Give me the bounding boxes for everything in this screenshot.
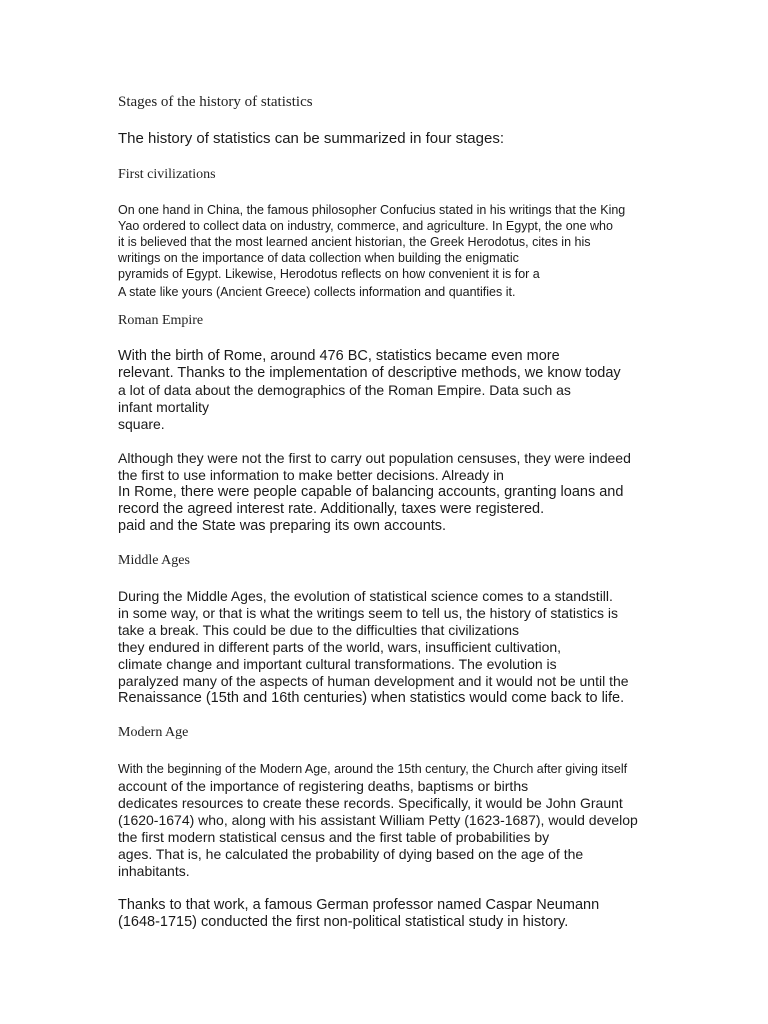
paragraph-line: paralyzed many of the aspects of human development and it would not be until the: [118, 673, 629, 689]
paragraph-line: record the agreed interest rate. Additionally, taxes were registered.: [118, 501, 545, 517]
paragraph-line: climate change and important cultural transformations. The evolution is: [118, 656, 557, 672]
paragraph-line: A state like yours (Ancient Greece) collects information and quantifies it.: [118, 285, 516, 299]
paragraph-line: it is believed that the most learned ancient historian, the Greek Herodotus, cites in his: [118, 235, 591, 249]
paragraph-line: During the Middle Ages, the evolution of statistical science comes to a standstill.: [118, 588, 613, 604]
paragraph-line: writings on the importance of data collection when building the enigmatic: [118, 251, 519, 265]
paragraph-line: Thanks to that work, a famous German professor named Caspar Neumann: [118, 897, 600, 913]
intro-text: The history of statistics can be summarized in four stages:: [118, 130, 504, 147]
paragraph-line: relevant. Thanks to the implementation of descriptive methods, we know today: [118, 365, 621, 381]
paragraph-line: pyramids of Egypt. Likewise, Herodotus reflects on how convenient it is for a: [118, 267, 540, 281]
section-heading-first-civilizations: First civilizations: [118, 167, 216, 182]
paragraph-line: the first to use information to make better decisions. Already in: [118, 467, 504, 483]
paragraph-line: infant mortality: [118, 399, 210, 415]
paragraph-line: dedicates resources to create these records. Specifically, it would be John Graunt: [118, 795, 623, 811]
paragraph-line: a lot of data about the demographics of the Roman Empire. Data such as: [118, 382, 571, 398]
paragraph-line: On one hand in China, the famous philosopher Confucius stated in his writings that the King: [118, 203, 626, 217]
paragraph-line: square.: [118, 416, 165, 432]
paragraph-line: (1648-1715) conducted the first non-political statistical study in history.: [118, 914, 569, 930]
section-heading-roman-empire: Roman Empire: [118, 313, 204, 328]
section-heading-middle-ages: Middle Ages: [118, 553, 190, 568]
paragraph-line: With the beginning of the Modern Age, around the 15th century, the Church after giving itself: [118, 762, 628, 776]
paragraph-line: In Rome, there were people capable of balancing accounts, granting loans and: [118, 484, 624, 500]
paragraph-line: account of the importance of registering deaths, baptisms or births: [118, 778, 529, 794]
paragraph-line: in some way, or that is what the writings seem to tell us, the history of statistics is: [118, 605, 619, 621]
paragraph-line: Although they were not the first to carry out population censuses, they were indeed: [118, 450, 631, 466]
paragraph-line: Yao ordered to collect data on industry, commerce, and agriculture. In Egypt, the one who: [118, 219, 613, 233]
paragraph-line: ages. That is, he calculated the probability of dying based on the age of the: [118, 846, 584, 862]
document-title: Stages of the history of statistics: [118, 94, 313, 110]
paragraph-line: Renaissance (15th and 16th centuries) when statistics would come back to life.: [118, 690, 625, 706]
paragraph-line: inhabitants.: [118, 863, 190, 879]
paragraph-line: With the birth of Rome, around 476 BC, statistics became even more: [118, 348, 560, 364]
section-heading-modern-age: Modern Age: [118, 725, 189, 740]
paragraph-line: the first modern statistical census and the first table of probabilities by: [118, 829, 550, 845]
paragraph-line: they endured in different parts of the world, wars, insufficient cultivation,: [118, 639, 562, 655]
paragraph-line: take a break. This could be due to the difficulties that civilizations: [118, 622, 520, 638]
paragraph-line: (1620-1674) who, along with his assistant William Petty (1623-1687), would develop: [118, 812, 638, 828]
paragraph-line: paid and the State was preparing its own accounts.: [118, 518, 447, 534]
